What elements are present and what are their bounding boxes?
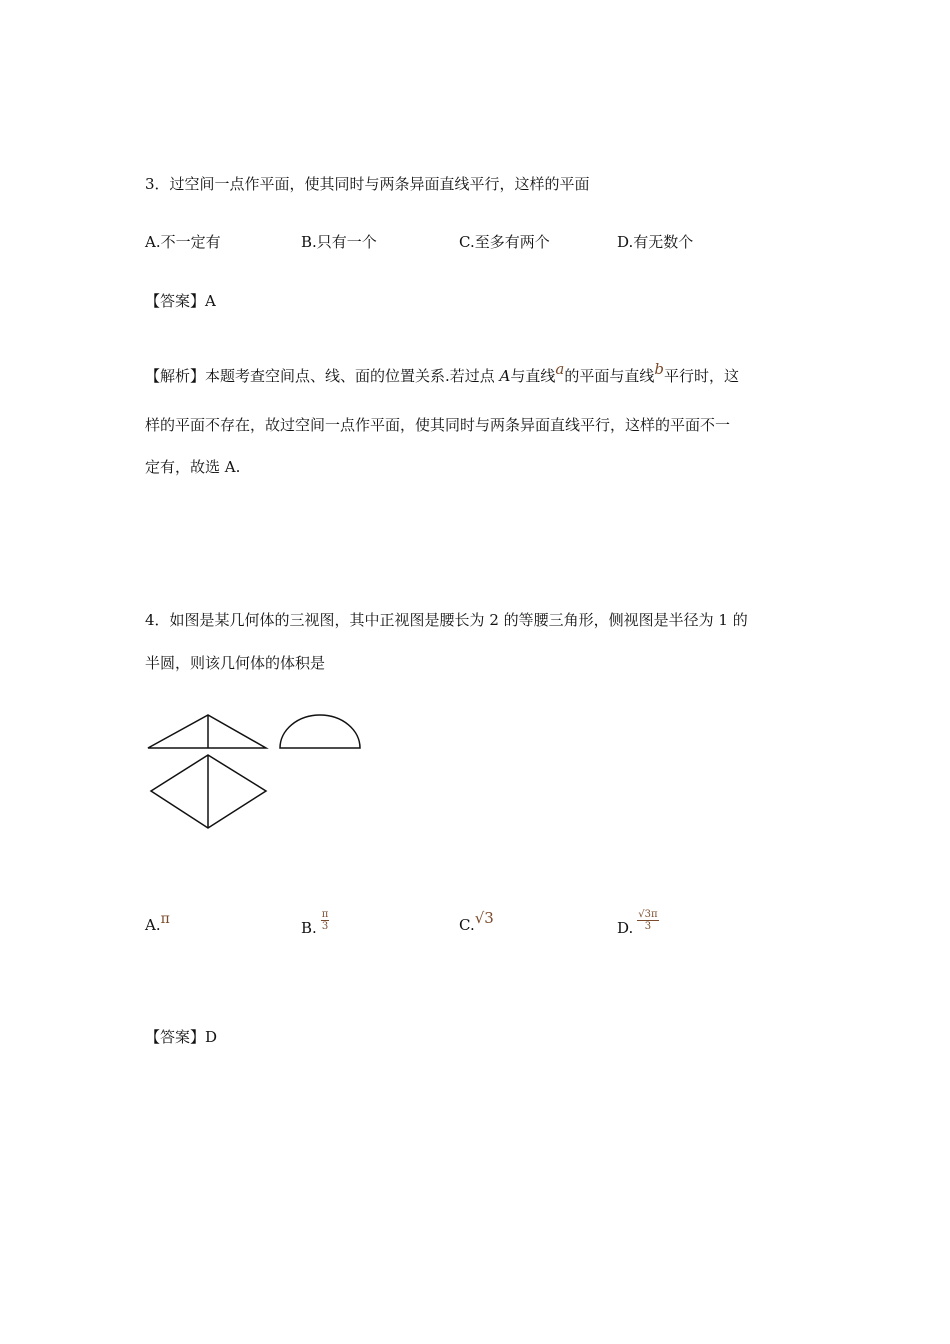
q3-option-b: B.只有一个 (301, 233, 377, 251)
q3-option-c: C.至多有两个 (459, 233, 550, 251)
q4-option-a (145, 911, 170, 936)
q4-option-a-label: A. (145, 916, 161, 934)
q4-option-c (459, 909, 494, 935)
analysis-text-4: 平行时，这 (663, 367, 739, 385)
q4-option-b-label: B. (301, 919, 317, 937)
q4-option-d-fraction (637, 909, 658, 932)
q4-option-b (301, 909, 329, 938)
analysis-text-1: 【解析】本题考查空间点、线、面的位置关系.若过点 (145, 367, 500, 385)
q3-stem: 3．过空间一点作平面，使其同时与两条异面直线平行，这样的平面 (145, 175, 590, 193)
q4-option-b-fraction (321, 909, 330, 932)
line-a-symbol: a (555, 360, 565, 378)
q3-answer: 【答案】A (145, 292, 216, 310)
q4-option-d-label: D. (617, 919, 634, 937)
point-a: A (499, 367, 511, 385)
q4-option-b-numerator: π (321, 909, 329, 920)
q4-option-b-denominator: 3 (321, 921, 329, 932)
q4-option-c-value: √3 (474, 909, 494, 927)
q4-answer: 【答案】D (145, 1028, 218, 1046)
q4-option-d-numerator: √3π (638, 909, 658, 920)
three-view-figure (140, 705, 370, 835)
q3-analysis-line2: 样的平面不存在，故过空间一点作平面，使其同时与两条异面直线平行，这样的平面不一 (145, 416, 731, 434)
q4-stem-line1: 4．如图是某几何体的三视图，其中正视图是腰长为 2 的等腰三角形，侧视图是半径为 1 的 (145, 611, 748, 629)
line-b-symbol: b (654, 360, 664, 378)
q4-option-a-value: π (160, 911, 170, 927)
q3-option-d: D.有无数个 (617, 233, 694, 251)
q4-option-d-denominator: 3 (644, 921, 652, 932)
q4-option-c-label: C. (459, 916, 475, 934)
side-view-semicircle (280, 715, 360, 748)
front-view-triangle (148, 715, 266, 748)
q3-option-a: A.不一定有 (145, 233, 221, 251)
analysis-text-3: 的平面与直线 (564, 367, 655, 385)
analysis-text-2: 与直线 (510, 367, 556, 385)
q3-analysis-line3: 定有，故选 A. (145, 458, 241, 476)
q4-stem-line2: 半圆，则该几何体的体积是 (145, 654, 326, 672)
q3-analysis-line1 (145, 360, 739, 386)
